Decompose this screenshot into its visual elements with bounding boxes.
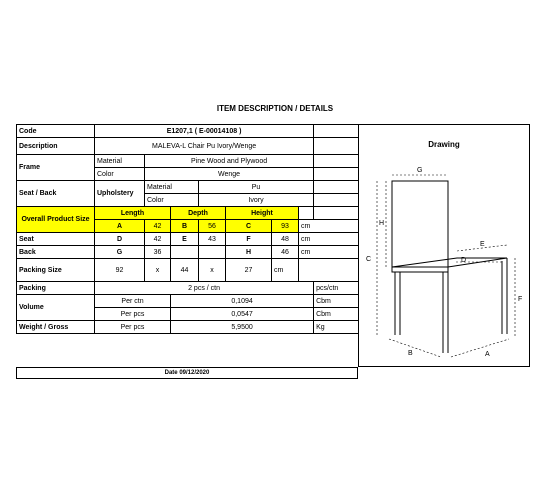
drawing-panel [358, 124, 530, 367]
volume-per-ctn-label: Per ctn [95, 295, 171, 308]
chair-seat-top [392, 258, 507, 267]
date-footer: Date 09/12/2020 [16, 367, 358, 379]
code-value: E1207,1 ( E-00014108 ) [95, 125, 314, 138]
packing-label: Packing [17, 282, 95, 295]
drawing-label-g: G [417, 167, 423, 174]
packing-x2: x [199, 259, 226, 282]
drawing-label-c: C [366, 256, 372, 263]
dim-h-value: 46 [272, 246, 299, 259]
dim-c-letter: C [226, 220, 272, 233]
page-title: ITEM DESCRIPTION / DETAILS [216, 104, 334, 113]
description-label: Description [17, 138, 95, 155]
volume-per-ctn-value: 0,1094 [171, 295, 314, 308]
dim-line-b [389, 339, 441, 357]
drawing-label-b: B [408, 350, 413, 357]
dim-e-value: 43 [199, 233, 226, 246]
packing-value: 2 pcs / ctn [95, 282, 314, 295]
weight-value: 5,9500 [171, 321, 314, 334]
upholstery-label: Upholstery [95, 181, 145, 207]
packing-height: 27 [226, 259, 272, 282]
seat-dim-label: Seat [17, 233, 95, 246]
volume-per-pcs-label: Per pcs [95, 308, 171, 321]
dim-g-value: 36 [145, 246, 171, 259]
seat-color-value: Ivory [199, 194, 314, 207]
chair-backrest [392, 181, 448, 267]
frame-material-row [17, 155, 359, 168]
packing-width: 44 [171, 259, 199, 282]
weight-unit: Kg [314, 321, 359, 334]
dim-d-letter: D [95, 233, 145, 246]
description-row [17, 138, 359, 155]
packing-size-unit: cm [272, 259, 299, 282]
weight-row [17, 321, 359, 334]
back-unit: cm [299, 246, 359, 259]
length-header: Length [95, 207, 171, 220]
spec-table [16, 124, 359, 334]
volume-per-pcs-unit: Cbm [314, 308, 359, 321]
dim-d-value: 42 [145, 233, 171, 246]
seat-unit: cm [299, 233, 359, 246]
frame-material-value: Pine Wood and Plywood [145, 155, 314, 168]
volume-ctn-row [17, 295, 359, 308]
drawing-label-f: F [518, 296, 523, 303]
packing-row [17, 282, 359, 295]
seat-material-label: Material [145, 181, 199, 194]
drawing-label-a: A [485, 351, 490, 358]
dim-f-letter: F [226, 233, 272, 246]
frame-color-value: Wenge [145, 168, 314, 181]
weight-label: Weight / Gross [17, 321, 95, 334]
overall-size-label: Overall Product Size [17, 207, 95, 233]
packing-length: 92 [95, 259, 145, 282]
dim-g-letter: G [95, 246, 145, 259]
seat-dimension-row [17, 233, 359, 246]
frame-material-label: Material [95, 155, 145, 168]
dim-h-letter: H [226, 246, 272, 259]
dim-b-letter: B [171, 220, 199, 233]
packing-x1: x [145, 259, 171, 282]
drawing-title: Drawing [428, 140, 460, 149]
dim-a-value: 42 [145, 220, 171, 233]
volume-label: Volume [17, 295, 95, 321]
seat-back-label: Seat / Back [17, 181, 95, 207]
seat-material-value: Pu [199, 181, 314, 194]
dim-b-value: 56 [199, 220, 226, 233]
description-value: MALEVA-L Chair Pu Ivory/Wenge [95, 138, 314, 155]
seat-material-row [17, 181, 359, 194]
code-row [17, 125, 359, 138]
back-dimension-row [17, 246, 359, 259]
frame-color-label: Color [95, 168, 145, 181]
chair-seat-front [392, 267, 448, 272]
drawing-label-e: E [480, 241, 485, 248]
height-header: Height [226, 207, 299, 220]
seat-color-label: Color [145, 194, 199, 207]
packing-unit: pcs/ctn [314, 282, 359, 295]
dim-f-value: 48 [272, 233, 299, 246]
dimension-header-row [17, 207, 359, 220]
volume-per-pcs-value: 0,0547 [171, 308, 314, 321]
back-dim-label: Back [17, 246, 95, 259]
volume-per-ctn-unit: Cbm [314, 295, 359, 308]
dim-a-letter: A [95, 220, 145, 233]
depth-header: Depth [171, 207, 226, 220]
drawing-label-d: D [461, 257, 467, 264]
dim-e-letter: E [171, 233, 199, 246]
dim-c-value: 93 [272, 220, 299, 233]
drawing-label-h: H [379, 220, 385, 227]
frame-label: Frame [17, 155, 95, 181]
weight-per-label: Per pcs [95, 321, 171, 334]
code-label: Code [17, 125, 95, 138]
overall-unit: cm [299, 220, 359, 233]
packing-size-label: Packing Size [17, 259, 95, 282]
chair-drawing [359, 125, 531, 368]
packing-size-row [17, 259, 359, 282]
dim-line-a [451, 339, 509, 357]
